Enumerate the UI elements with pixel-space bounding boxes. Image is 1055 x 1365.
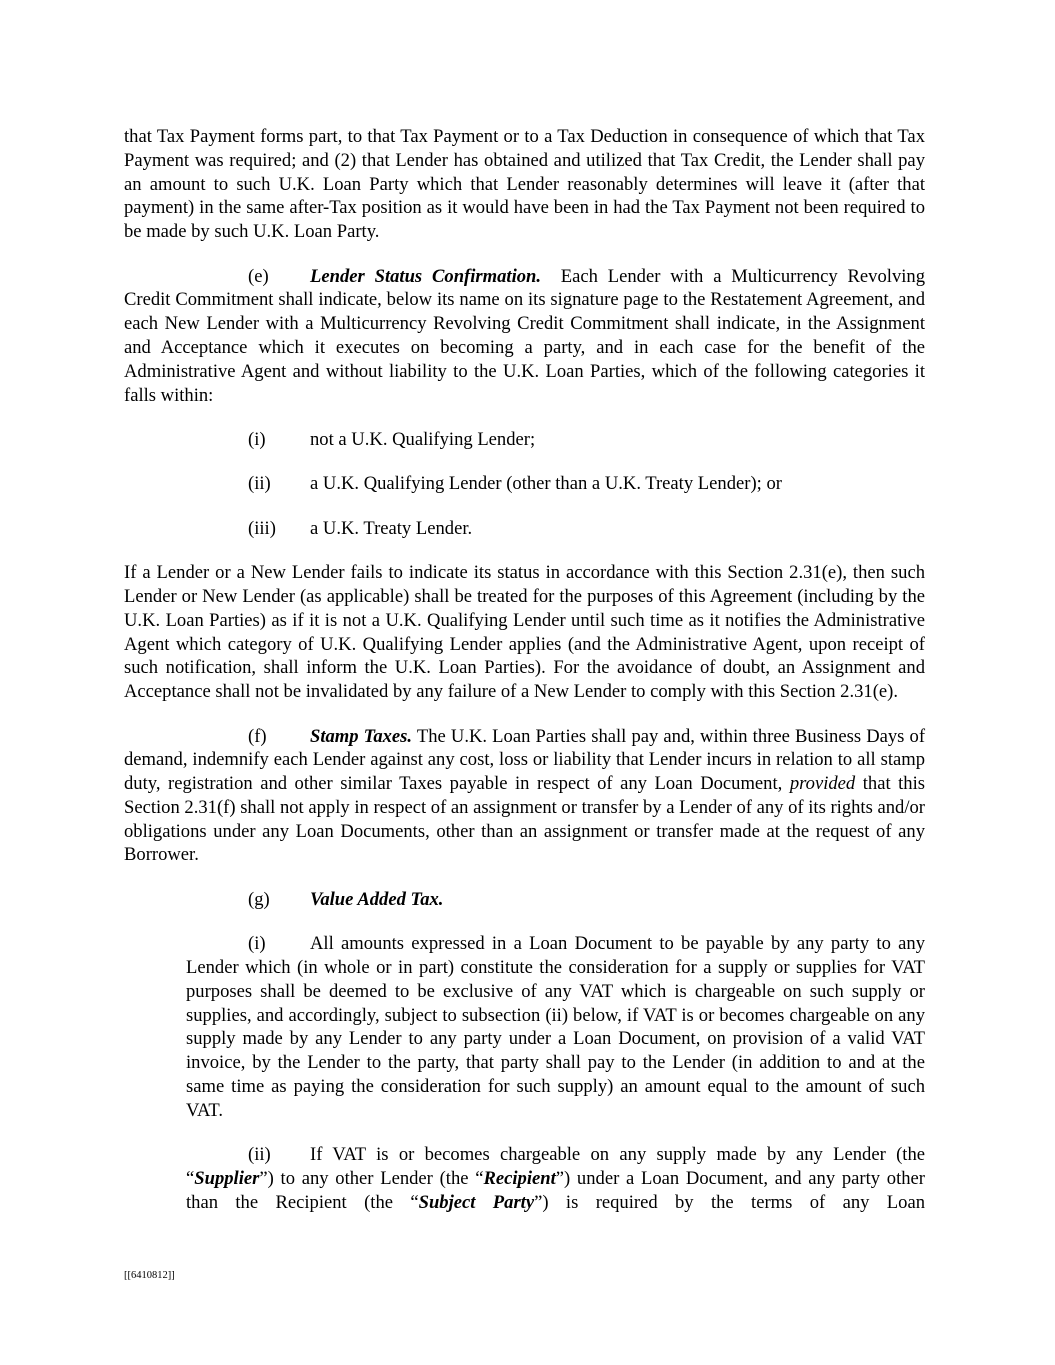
document-footer-id: [[6410812]] <box>124 1270 175 1281</box>
section-g-heading: Value Added Tax. <box>310 888 444 910</box>
list-item-number: (i) <box>248 428 266 450</box>
section-e-followup: If a Lender or a New Lender fails to indicate its status in accordance with this Section 2.31(e), then such Lender or New Lender (as applicable) shall be treated for the purposes of this Agreement (including by the U.K. Loan Parties) as if it is not a U.K. Qualifying Lender until such time as it notifies the Administrative Agent which category of U.K. Qualifying Lender applies (and the Administrative Agent, upon receipt of such notification, shall inform the U.K. Loan Parties). For the avoidance of doubt, an Assignment and Acceptance shall not be invalidated by any failure of a New Lender to comply with this Section 2.31(e). <box>124 562 925 703</box>
sub-ii-text-1: If VAT is or becomes chargeable on any supply made by any Lender (the “ <box>186 1144 925 1190</box>
section-e <box>124 265 925 408</box>
section-g <box>124 888 925 912</box>
section-e-label: (e) <box>248 265 269 287</box>
section-f-text-after: that this Section 2.31(f) shall not apply in respect of an assignment or transfer by a Lender of any of its rights and/or obligations under any Loan Documents, other than an assignment or transfer made at the request of any Borrower. <box>124 773 925 866</box>
sub-ii-text-2: ”) to any other Lender (the “ <box>259 1168 484 1190</box>
list-item-text: a U.K. Treaty Lender. <box>310 517 473 539</box>
section-f-heading: Stamp Taxes. <box>310 725 413 747</box>
term-supplier: Supplier <box>194 1168 260 1190</box>
document-page <box>124 125 925 1238</box>
sub-ii-number: (ii) <box>248 1144 271 1166</box>
sub-i-text: All amounts expressed in a Loan Document to be payable by any party to any Lender which (in whole or in part) constitute the consideration for a supply or supplies for VAT purposes shall be deemed to be exclusive of any VAT which is chargeable on such supply or supplies, and accordingly, subject to subsection (ii) below, if VAT is or becomes chargeable on any supply made by any Lender to any party under a Loan Document, on provision of a valid VAT invoice, by the Lender to the party, that party shall pay to the Lender (in addition to and at the same time as paying the consideration for such supply) an amount equal to the amount of such VAT. <box>186 933 925 1121</box>
paragraph-tax-credit: that Tax Payment forms part, to that Tax Payment or to a Tax Deduction in consequence of which that Tax Payment was required; and (2) that Lender has obtained and utilized that Tax Credit, the Lender shall pay an amount to such U.K. Loan Party which that Lender reasonably determines will leave it (after that payment) in the same after-Tax position as it would have been in had the Tax Payment not been required to be made by such U.K. Loan Party. <box>124 126 925 243</box>
section-g-sub-i <box>186 932 925 1122</box>
list-item <box>124 472 925 496</box>
term-recipient: Recipient <box>483 1168 556 1190</box>
sub-ii-text-4: ”) is required by the terms of any Loan <box>534 1191 925 1213</box>
list-item-text: not a U.K. Qualifying Lender; <box>310 428 536 450</box>
term-subject-party: Subject Party <box>418 1191 535 1213</box>
list-item <box>124 428 925 452</box>
section-g-sub-ii <box>186 1143 925 1238</box>
list-item-text: a U.K. Qualifying Lender (other than a U.K. Treaty Lender); or <box>310 473 782 495</box>
provided-term: provided <box>789 773 856 795</box>
section-f <box>124 725 925 868</box>
section-e-heading: Lender Status Confirmation. <box>310 265 542 287</box>
section-g-label: (g) <box>248 888 270 910</box>
sub-i-number: (i) <box>248 933 266 955</box>
list-item-number: (iii) <box>248 517 276 539</box>
sub-ii-text-3: ”) under a Loan Document, and any party other than the Recipient (the “ <box>186 1168 925 1213</box>
section-e-text: Each Lender with a Multicurrency Revolving Credit Commitment shall indicate, below its name on its signature page to the Restatement Agreement, and each New Lender with a Multicurrency Revolving Credit Commitment shall indicate, in the Assignment and Acceptance which it executes on becoming a party, and in each case for the benefit of the Administrative Agent and without liability to the U.K. Loan Parties, which of the following categories it falls within: <box>124 265 926 406</box>
section-f-label: (f) <box>248 725 267 747</box>
list-item <box>124 517 925 541</box>
list-item-number: (ii) <box>248 473 271 495</box>
section-f-text-before: The U.K. Loan Parties shall pay and, within three Business Days of demand, indemnify each Lender against any cost, loss or liability that Lender incurs in relation to all stamp duty, registration and other similar Taxes payable in respect of any Loan Document, <box>124 725 926 795</box>
